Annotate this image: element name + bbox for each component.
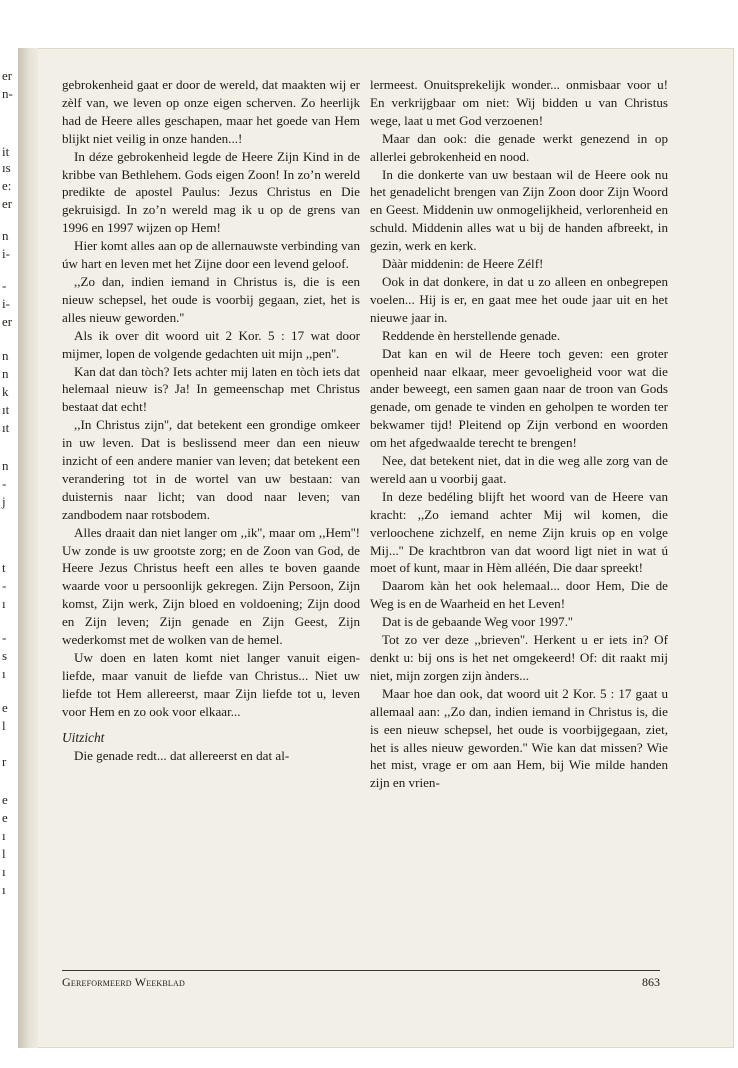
edge-fragment: ı — [2, 864, 6, 879]
edge-fragment: it — [2, 144, 10, 159]
paragraph: In die donkerte van uw bestaan wil de Heere ook nu het genadelicht brengen van Zijn Zoon door Zijn Woord en Geest. Middenin uw onmogelijkheid, verlorenheid en schuld. Middenin alles wat u bij de handen afbreekt, in gezin, werk en kerk. — [370, 166, 668, 254]
edge-fragment: l — [2, 846, 6, 861]
paragraph: Kan dat dan tòch? Iets achter mij laten en tòch iets dat helemaal nieuw is? Ja! In gemeenschap met Christus bestaat dat echt! — [62, 363, 360, 415]
paragraph: Maar dan ook: die genade werkt genezend in op allerlei gebrokenheid en nood. — [370, 130, 668, 164]
paragraph: Daarom kàn het ook helemaal... door Hem, Die de Weg is en de Waarheid en het Leven! — [370, 578, 668, 612]
paragraph: ,,In Christus zijn'', dat betekent een grondige omkeer in uw leven. Dat is beslissend meer dan een nieuw inzicht of een andere manier van leven; dat betekent een verandering tot in de wortel van uw bestaan: van duisternis naar licht; van dood naar leven; van zandbodem naar rotsbodem. — [62, 417, 360, 522]
edge-fragment: k — [2, 384, 9, 399]
paragraph: Uw doen en laten komt niet langer vanuit eigen-liefde, maar vanuit de liefde van Christus... Niet uw liefde tot Hem allereerst, maar Zijn liefde tot u, leven voor Hem en zo ook voor elkaar... — [62, 650, 360, 719]
adjacent-page-edge — [0, 48, 18, 1048]
edge-fragment: - — [2, 476, 7, 491]
page-number: 863 — [642, 975, 660, 989]
paragraph: Tot zo ver deze ,,brieven''. Herkent u er iets in? Of denkt u: bij ons is het net omgekeerd! Of: dit raakt mij niet, mijn zorgen zijn ànders... — [370, 632, 668, 683]
edge-fragment: er — [2, 314, 13, 329]
paragraph: Als ik over dit woord uit 2 Kor. 5 : 17 wat door mijmer, lopen de volgende gedachten uit mijn ,,pen''. — [62, 327, 360, 361]
edge-fragment: ı — [2, 596, 6, 611]
edge-fragment: e — [2, 700, 8, 715]
edge-fragment: i- — [2, 296, 10, 311]
edge-fragment: n — [2, 458, 9, 473]
right-text-column — [370, 76, 668, 792]
paragraph: Ook in dat donkere, in dat u zo alleen en onbegrepen voelen... Hij is er, en gaat mee het oude jaar uit en het nieuwe jaar in. — [370, 273, 668, 325]
edge-fragment: e — [2, 792, 8, 807]
edge-fragment: n- — [2, 86, 13, 101]
paragraph: In deze bedéling blijft het woord van de Heere van kracht: ,,Zo iemand achter Mij wil komen, die verloochene zichzelf, en neme Zijn kruis op en volge Mij...'' De krachtbron van dat woord ligt niet in wat ú moet of kunt, maar in Hèm alléén, Die daar spreekt! — [370, 488, 668, 576]
paragraph: gebrokenheid gaat er door de wereld, dat maakten wij er zèlf van, we leven op onze eigen scherven. Zo heerlijk had de Heere alles geschapen, maar het goede van Hem blijkt niet veilig in onze handen...! — [62, 77, 360, 146]
edge-fragment: r — [2, 754, 7, 769]
publication-name: Gereformeerd Weekblad — [62, 975, 185, 989]
edge-fragment: ıs — [2, 160, 11, 175]
paragraph: Hier komt alles aan op de allernauwste verbinding van úw hart en leven met het Zijne door een levend geloof. — [62, 238, 360, 272]
edge-fragment: t — [2, 560, 6, 575]
edge-fragment: l — [2, 718, 6, 733]
paragraph: ,,Zo dan, indien iemand in Christus is, die is een nieuw schepsel, het oude is voorbij gegaan, ziet, het is alles nieuw geworden.'' — [62, 273, 360, 325]
edge-fragment: ı — [2, 882, 6, 897]
edge-fragment: - — [2, 578, 7, 593]
edge-fragment: e — [2, 810, 8, 825]
edge-fragment: s — [2, 648, 8, 663]
paragraph: Dààr middenin: de Heere Zélf! — [382, 256, 544, 272]
edge-fragment: er — [2, 196, 13, 211]
paragraph: lermeest. Onuitsprekelijk wonder... onmisbaar voor u! En verkrijgbaar om niet: Wij bidden u van Christus wege, laat u met God verzoenen! — [370, 77, 668, 128]
edge-fragment: ıt — [2, 420, 10, 435]
left-text-column — [62, 76, 360, 764]
edge-fragment: - — [2, 278, 7, 293]
paragraph: Alles draait dan niet langer om ,,ik'', maar om ,,Hem''! Uw zonde is uw grootste zorg; en de Zoon van God, de Heere Jezus Christus heeft een alles te boven gaande waarde voor u persoonlijk gekregen. Zijn Persoon, Zijn komst, Zijn werk, Zijn bloed en voldoening; Zijn dood en Zijn leven; Zijn genade en Zijn Geest, Zijn wederkomst met de wolken van de hemel. — [62, 524, 360, 648]
paragraph: Reddende èn herstellende genade. — [382, 327, 561, 343]
edge-fragment: i- — [2, 246, 10, 261]
paragraph: Nee, dat betekent niet, dat in die weg alle zorg van de wereld aan u voorbij gaat. — [370, 453, 668, 486]
edge-fragment: ı — [2, 828, 6, 843]
paragraph: Dat kan en wil de Heere toch geven: een groter openheid naar elkaar, meer gevoeligheid voor wat die ander beweegt, een samen gaan naar de troon van Gods genade, om genade te vinden en geholpen te worden ter bekwamer tijd! Pleitend op Zijn verbond en woorden om het afgedwaalde terecht te brengen! — [370, 345, 668, 451]
paragraph: Dat is de gebaande Weg voor 1997.'' — [382, 614, 573, 630]
edge-fragment: e: — [2, 178, 12, 193]
edge-fragment: ı — [2, 666, 6, 681]
section-heading: Uitzicht — [62, 729, 105, 745]
footer-rule — [62, 970, 660, 971]
edge-fragment: er — [2, 68, 13, 83]
edge-fragment: - — [2, 630, 7, 645]
edge-fragment: n — [2, 348, 9, 363]
paragraph: Die genade redt... dat allereerst en dat al- — [74, 747, 290, 763]
edge-fragment: j — [2, 494, 6, 509]
paragraph: In déze gebrokenheid legde de Heere Zijn Kind in de kribbe van Bethlehem. Gods eigen Zoon! In zo’n wereld predikte de apostel Paulus: Jezus Christus en Die gekruisigd. In zo’n wereld mag ik u op de grens van 1996 en 1997 wijzen op Hem! — [62, 148, 360, 236]
paragraph: Maar hoe dan ook, dat woord uit 2 Kor. 5 : 17 gaat u allemaal aan: ,,Zo dan, indien iemand in Christus is, die is een nieuw schepsel, het oude is voorbijgegaan, ziet, het is alles nieuw geworden.'' Wie kan dat missen? Wie het mist, vrage er om aan Hem, bij Wie milde handen zijn en vrien- — [370, 685, 668, 791]
page-gutter — [18, 48, 38, 1048]
edge-fragment: n — [2, 228, 9, 243]
edge-fragment: n — [2, 366, 9, 381]
edge-fragment: ıt — [2, 402, 10, 417]
